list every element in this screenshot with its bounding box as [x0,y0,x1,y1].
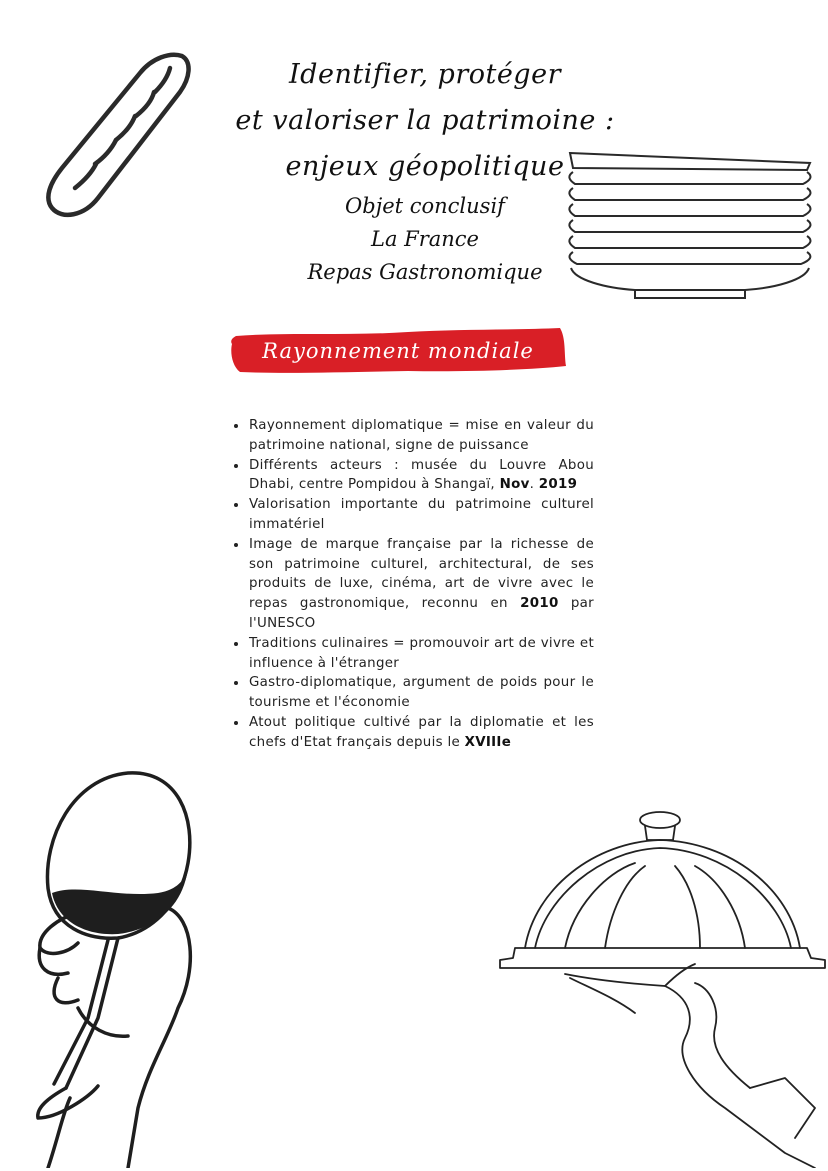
baguette-icon [40,48,195,223]
title-line-1: Identifier, protéger [289,59,561,90]
title-line-3: enjeux géopolitique [285,151,565,182]
title-block [230,52,620,289]
list-item: Rayonnement diplomatique = mise en valeur du patrimoine national, signe de puissance [249,416,594,456]
title-line-2: et valoriser la patrimoine : [235,105,615,136]
list-item: Traditions culinaires = promouvoir art de vivre et influence à l'étranger [249,634,594,674]
list-item: Atout politique cultivé par la diplomatie et les chefs d'Etat français depuis le XVIIIe [249,713,594,753]
list-item: Gastro-diplomatique, argument de poids pour le tourisme et l'économie [249,673,594,713]
section-banner [228,326,568,376]
subtitle-line-1: Objet conclusif [345,194,505,218]
subtitle-line-2: La France [371,227,479,251]
wine-glass-hand-icon [18,768,218,1168]
list-item: Valorisation importante du patrimoine culturel immatériel [249,495,594,535]
subtitle-line-3: Repas Gastronomique [307,260,543,284]
bullet-list [249,416,594,753]
section-heading: Rayonnement mondiale [262,339,534,363]
wine-liquid [52,868,188,934]
list-item: Image de marque française par la richesse de son patrimoine culturel, architectural, de ses produits de luxe, cinéma, art de vivre avec le repas gastronomique, reconnu en 2010 par l'UNESCO [249,535,594,634]
plate-stack-icon [565,150,815,302]
cloche-tray-hand-icon [495,808,828,1168]
list-item: Différents acteurs : musée du Louvre Abou Dhabi, centre Pompidou à Shangaï, Nov. 2019 [249,456,594,496]
